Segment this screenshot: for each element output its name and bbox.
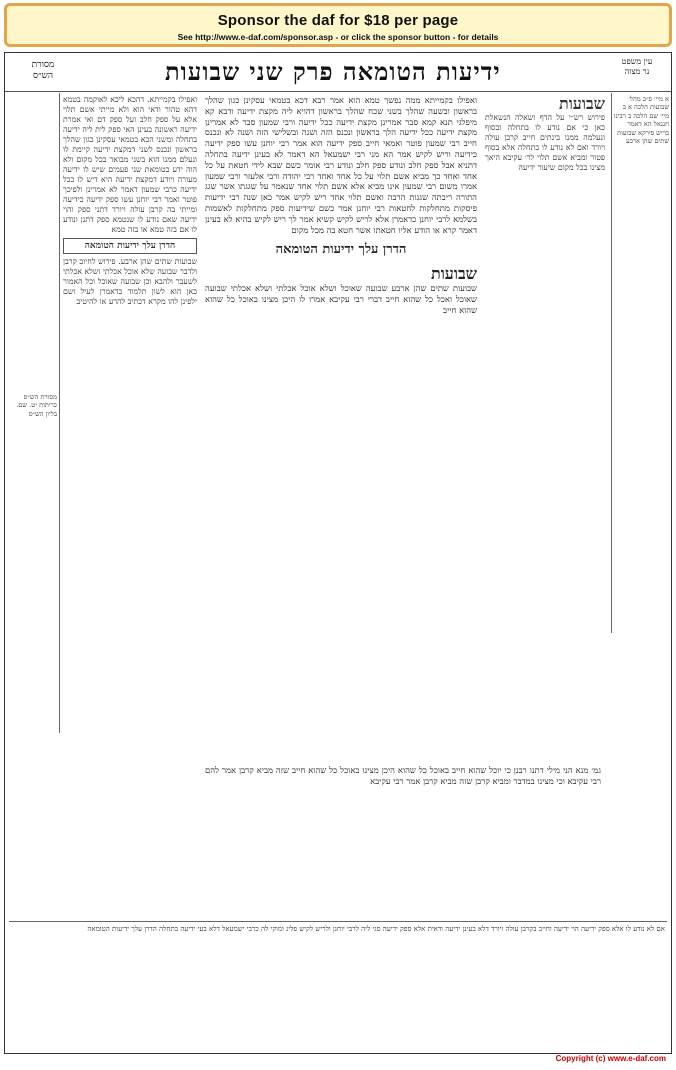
- gemara-right-block: [480, 95, 481, 96]
- page-header: [5, 53, 671, 92]
- gemara-main: [205, 95, 477, 755]
- tosafot-text: שבועות שתים שהן ארבע. פירוש לחיוב קרבן ולדבר שבועה שלא אוכל אכלתי ושלא אכלתי לשעבר ולהבא וכן שבועה שאוכל וכל האמור כאן הוא לשון תלמוד כדאמרן לעיל ושם ילפינן להו מקרא דכתיב להרע או להיטיב: [63, 257, 197, 306]
- tosafot-left-column: [63, 95, 197, 715]
- left-margin-references: מסורת הש״ס כריתות יט. שם. בליון הש״ס: [16, 393, 57, 418]
- divider: [59, 93, 60, 733]
- hadran-box: הדרן עלך ידיעות הטומאה: [63, 238, 197, 254]
- gemara-bottom-text: גמ׳ מנא הני מילי דתנו רבנן כי יוכל שהוא חייב באוכל כל שהוא היכן מצינו באוכל כל שהוא חייב שזה מביא קרבן אמר להם רבי עקיבא וכי מצינו במדבר ומביא קרבן שזה מביא קרבן אמר רבי עקיבא: [205, 765, 601, 786]
- sponsor-title: Sponsor the daf for $18 per page: [217, 12, 459, 29]
- footnotes: [11, 925, 665, 1049]
- hadran-heading: הדרן עלך ידיעות הטומאה: [275, 242, 407, 258]
- mishnah-text: שבועות שתים שהן ארבע שבועה שאוכל ושלא אוכל אכלתי ושלא אכלתי שבועה שאוכל ואכל כל שהוא חייב דברי רבי עקיבא אמרו לו היכן מצינו באוכל כל שהוא שהוא חייב: [205, 283, 477, 315]
- rashi-left-text: ואפילו בקמייתא. דהכא ליכא לאוקמה בטמא דהא טהור ודאי הוא ולא מייתי אשם תלוי אלא על ספק חלב ועל ספק דם ואי אמרת ידיעה ראשונה בעינן האי ספק לית ליה ידיעה בתחלה ומשני הכא בטמאי עסקינן כגון שהלך בראשון ונכנס לשני דמקצת ידיעה קיימת לו ונעלם ממנו הוא בשני מבואר בכל מקום ולא הוה ידע בטומאת שני פעמים שיש לו ידיעה מעורה ויודע דמקצת ידיעה היא דיש לו ככל ידיעה כרבי שמעון דאמר לא אמרינן ולפיכך פוטר ואמר רבי יוחנן עשו ספק ידיעה כידיעה ומייתי בה קרבן עולה ויורד דתני ספק והוי ידיעה שאם נודע לו שנטמא ספק דתנן ונודע לו אם בזה טמא או בזה טמא: [63, 95, 197, 234]
- mesoret-heading: מסורת הש״ס: [31, 60, 55, 81]
- divider: [611, 93, 612, 633]
- copyright-link[interactable]: Copyright (c) www.e-daf.com: [555, 1054, 666, 1063]
- page-title: ידיעות הטומאה פרק שני שבועות: [165, 57, 501, 86]
- gemara-bottom: [205, 765, 601, 915]
- rashi-right-column: [485, 95, 605, 655]
- gemara-main-text: ואפילו בקמייתא ממה נפשך טמא הוא אמר רבא דכא בטמאי עסקינן כגון שהלך בראשון ובשעה שהלך בשני שכח שהלך בראשון דהויא ליה מקצת ידיעה ודבא קא מיפלגי תנא קמא סבר אמרינן מקצת ידיעה ככל ידיעה ורבי שמעון סבר לא אמרינן מקצת ידיעה ככל ידיעה הלך בראשון ונכנס הזה ושנה ובשלישי הזה ושנה לא ונכנס חייב רבי שמעון פוטר ואמאי חייב ספק ידיעה הוא אמר רבי יוחנן עשו ספק ידיעה כידיעה וריש לקיש אמר הא מני רבי ישמעאל הא דאמר לא בעינן ידיעה בתחלה דתניא אבל ספק חלב ונודע ספק חלב ונודע רבי אומר כשם שבא לידי חטאת על כל אחד ואחד כך מביא אשם תלוי על כל אחד ואחד רבי יהודה ורבי אלעזר ורבי שמעון אמרו משום רבי שמעון אינו מביא אלא אשם תלוי אחד שנאמר על שגגתו אשר שגג התורה ריבתה שגגות הרבה ואשם תלוי אחד ריש לקיש אמר כאן שנה רבי ידיעות פיסקות מתחלקות לחטאות רבי יוחנן אמר כשם שידיעות ספק מתחלקות לאשמות בשלמא לרבי יוחנן כדאמרן אלא לריש לקיש קשיא אמר לך ריש לקיש בהיא לא בעינן דאמר קרא או הודע אליו חטאתו אשר חטא בה מכל מקום: [205, 95, 477, 235]
- ein-mishpat-heading: עין משפט נר מצוה: [621, 57, 653, 76]
- footnotes-text: אם לא נודע לו אלא ספק ידיעה הוי ידיעה וחייב בקרבן עולה ויורד דלא בעינן ידיעה ודאית אלא ספק ידיעה סגי ליה לרבי יוחנן ולריש לקיש פליג ומוקי לה כרבי ישמעאל דלא בעי ידיעה בתחלה הדרן עלך ידיעות הטומאה: [87, 925, 665, 933]
- divider: [9, 921, 667, 922]
- rashi-right-text: פירוש רש״י על הדף ושאלה הנשאלת כאן כי אם נודע לו בתחלה ובסוף ונעלמה ממנו בינתים חייב קרבן עולה ויורד ואם לא נודע לו בתחלה אלא בסוף פטור ומביא אשם תלוי לר׳ עקיבא היאך מצינו בכל מקום שיעור ידיעה: [485, 113, 605, 172]
- gemara-right-text: [480, 95, 481, 96]
- talmud-page: [4, 52, 672, 1054]
- sponsor-banner[interactable]: [4, 3, 672, 47]
- dibur-hamatchil: שבועות: [558, 95, 605, 113]
- footer: [4, 1054, 672, 1066]
- mishnah-opening-word: שבועות: [430, 264, 477, 284]
- right-margin-references: א מיי׳ פ״ב מהל׳ שבועות הלכה א ב מיי׳ שם הלכה ב רבינו חננאל הא דאמר בריש פירקא שבועות שתים שהן ארבע: [613, 95, 669, 146]
- sponsor-subtitle: See http://www.e-daf.com/sponsor.asp - or click the sponsor button - for details: [177, 32, 499, 42]
